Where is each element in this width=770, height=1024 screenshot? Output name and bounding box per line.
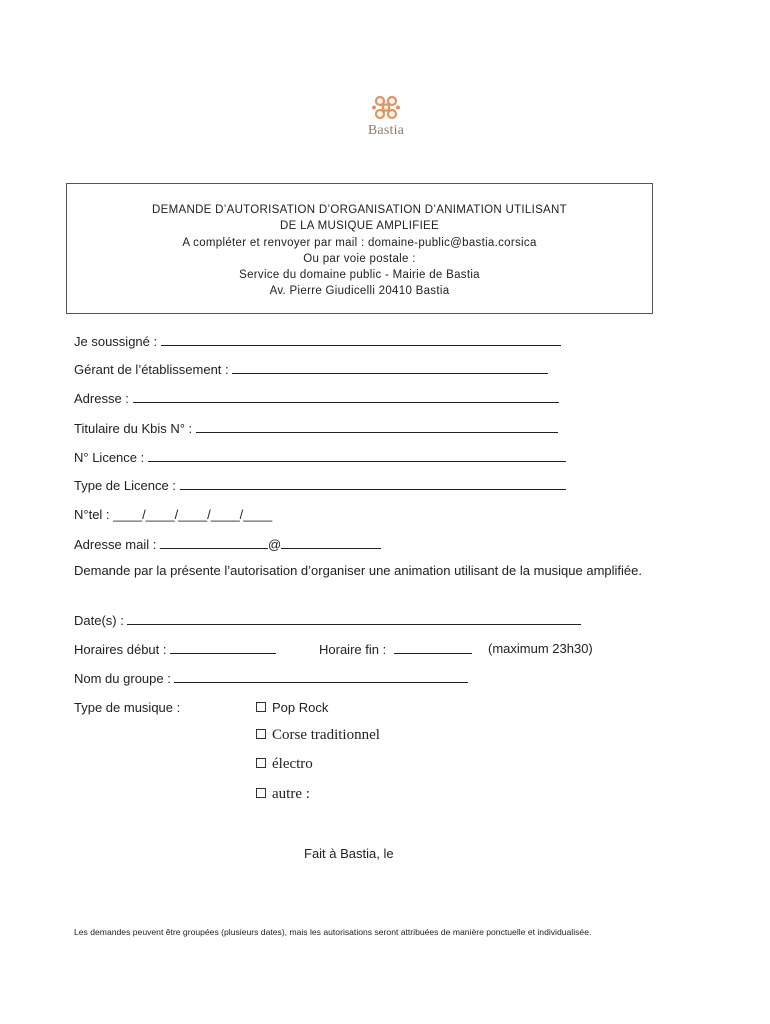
option-label: électro [272,756,313,772]
field-groupe [74,670,468,686]
field-horaire-fin [319,641,472,657]
field-blank[interactable] [127,612,581,625]
music-option[interactable] [256,786,310,803]
mail-user-blank[interactable] [160,536,268,549]
signature-place: Fait à Bastia, le [304,846,394,861]
music-option[interactable] [256,727,380,744]
postal-line: Ou par voie postale : [303,252,416,265]
title-line-1: DEMANDE D’AUTORISATION D’ORGANISATION D’ANIMATION UTILISANT [152,204,567,216]
field-tel[interactable] [74,507,272,522]
field-horaires-debut [74,641,276,657]
field-mail [74,536,381,552]
field-label: Type de Licence : [74,478,176,493]
field-label: N°tel : ____/____/____/____/____ [74,507,273,522]
field-blank[interactable] [394,641,472,654]
field-label: Je soussigné : [74,334,158,349]
field-label: N° Licence : [74,450,145,465]
type-musique-label: Type de musique : [74,700,181,715]
address-line: Av. Pierre Giudicelli 20410 Bastia [269,285,450,298]
field-dates [74,612,581,628]
service-line: Service du domaine public - Mairie de Bastia [239,269,480,282]
field-label: Adresse mail : [74,537,157,552]
option-label: autre : [272,786,310,802]
mail-domain-blank[interactable] [281,536,381,549]
field-blank[interactable] [170,641,276,654]
field-gerant [74,361,548,377]
field-kbis [74,420,558,436]
footnote: Les demandes peuvent être groupées (plusieurs dates), mais les autorisations seront attribuées de manière ponctuelle et individualisée. [74,927,592,937]
field-soussigne [74,333,561,349]
at-sign: @ [268,537,282,552]
field-label: Gérant de l’établissement : [74,362,229,377]
field-licence [74,449,566,465]
field-type-licence [74,477,566,493]
checkbox-icon[interactable] [256,758,266,768]
instructions-line: A compléter et renvoyer par mail : domaine-public@bastia.corsica [182,236,537,249]
checkbox-icon[interactable] [256,702,266,712]
field-blank[interactable] [196,420,558,433]
request-statement: Demande par la présente l’autorisation d’organiser une animation utilisant de la musique amplifiée. [74,563,642,578]
option-label: Pop Rock [272,700,329,715]
field-label: Horaire fin : [319,642,387,657]
field-blank[interactable] [161,333,561,346]
field-blank[interactable] [232,361,548,374]
field-label: Date(s) : [74,613,124,628]
checkbox-icon[interactable] [256,788,266,798]
field-label: Titulaire du Kbis N° : [74,421,193,436]
field-adresse [74,390,559,406]
field-blank[interactable] [180,477,566,490]
logo-text: Bastia [367,123,405,138]
music-option[interactable] [256,700,328,715]
option-label: Corse traditionnel [272,727,380,743]
bastia-logo [362,94,410,139]
field-blank[interactable] [133,390,559,403]
title-line-2: DE LA MUSIQUE AMPLIFIEE [280,220,439,233]
field-blank[interactable] [148,449,566,462]
field-label: Nom du groupe : [74,671,171,686]
title-box [66,183,653,314]
field-blank[interactable] [174,670,468,683]
bastia-emblem-icon [371,94,401,122]
checkbox-icon[interactable] [256,729,266,739]
music-option[interactable] [256,756,313,773]
maximum-note: (maximum 23h30) [488,641,593,656]
field-label: Adresse : [74,391,129,406]
field-label: Horaires début : [74,642,167,657]
